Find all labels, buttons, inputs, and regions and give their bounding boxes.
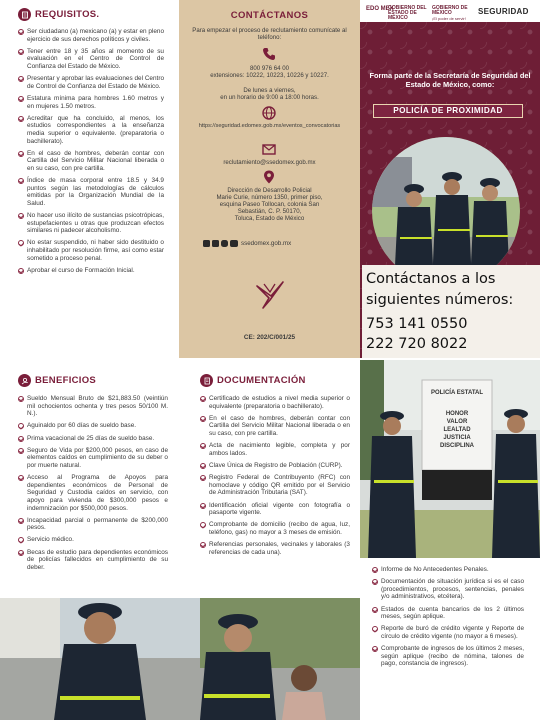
beneficio-item-text: Servicio médico. [27,536,74,544]
check-icon [18,151,24,157]
check-icon [200,443,206,449]
globe-icon [261,105,277,121]
requisito-item-text: En el caso de hombres, deberán contar con Cartilla del Servicio Militar Nacional liberada o en su caso, con pre cartilla. [27,149,164,172]
requisito-item [18,115,164,145]
requisito-item-text: Ser ciudadano (a) mexicano (a) y estar en pleno ejercicio de sus derechos políticos y civiles. [27,28,164,43]
requisito-item [18,239,164,262]
check-icon [18,475,24,481]
beneficio-item [18,447,168,470]
requisito-item-text: Índice de masa corporal entre 18.5 y 34.9 puntos según las metodologías de cálculos emitidas por la Organización Mundial de la Salud. [27,177,164,207]
requisito-item-text: Aprobar el curso de Formación Inicial. [27,266,135,274]
social-handle[interactable]: ssedomex.gob.mx [241,240,292,247]
bird-logo-icon [253,278,287,312]
check-icon [200,463,206,469]
requisitos-section [18,8,164,279]
requisito-item [18,75,164,90]
email-icon [261,141,277,157]
beneficio-item [18,395,168,418]
check-icon [18,423,24,429]
sign-value: LEALTAD [443,427,471,433]
youtube-icon[interactable] [230,240,238,247]
document-icon [200,374,213,387]
sign-value: HONOR [445,411,469,417]
sign-values [422,410,492,450]
requisitos-title: REQUISITOS. [35,9,100,20]
hand-coin-icon [18,374,31,387]
documentacion-continuation [372,566,524,673]
requisito-item-text: No hacer uso ilícito de sustancias psicotrópicas, estupefacientes u otras que produzcan efectos similares ni padecer alcoholismo. [27,212,164,235]
requisito-item-text: Presentar y aprobar las evaluaciones del Centro de Control de Confianza del Estado de México. [27,75,164,90]
sign-title: POLICÍA ESTATAL [430,390,484,396]
beneficio-item-text: Sueldo Mensual Bruto de $21,883.50 (veintiún mil ochocientos ochenta y tres pesos 50/100 M. N.). [27,395,168,418]
sign-value: JUSTICIA [443,435,471,441]
contact-address-title: Dirección de Desarrollo Policial [227,187,312,194]
callout-text: Contáctanos a los siguientes números: [366,271,514,308]
gobierno-estado-logo: GOBIERNO DEL ESTADO DE MÉXICO [388,5,427,22]
documentacion-section [200,374,350,561]
check-icon [200,396,206,402]
documento-item [200,474,350,497]
documento-item [372,606,524,621]
contact-callout [362,265,540,358]
contact-extensions: extensiones: 10222, 10223, 10226 y 10227. [210,72,329,79]
requisito-item [18,48,164,71]
check-icon [18,436,24,442]
check-icon [372,626,378,632]
documento-item-text: Referencias personales, vecinales y laborales (3 referencias de cada una). [209,541,350,556]
beneficios-heading [18,374,168,387]
beneficio-item-text: Incapacidad parcial o permanente de $200,000 pesos. [27,516,168,532]
x-icon[interactable] [212,240,219,247]
contact-hours-days: De lunes a viernes, [243,87,296,94]
documento-item [200,462,350,470]
government-logo-bar [360,0,540,22]
check-icon [200,416,206,422]
check-icon [372,646,378,652]
gobierno-mexico-logo: GOBIERNO DE MÉXICO [432,5,468,17]
beneficio-item [18,517,168,532]
officers-community-photo [0,598,360,720]
documento-item [200,502,350,517]
cover-forma-parte: Forma parte de la Secretaría de Seguridad del Estado de México, como: [369,71,531,89]
callout-phone-1[interactable]: 753 141 0550 [366,316,468,332]
location-pin-icon [261,169,277,185]
social-icons [203,240,238,247]
contact-web-link[interactable]: https://seguridad.edomex.gob.mx/eventos_convocatorias [198,123,341,129]
documento-item-text: Certificado de estudios a nivel media superior o equivalente (preparatoria o bachillerato). [209,395,350,410]
documento-item-text: Reporte de buró de crédito vigente y Reporte de círculo de crédito vigente (no mayor a 6 meses). [381,625,524,640]
documentacion-heading [200,374,350,387]
sign-value: VALOR [446,419,468,425]
check-icon [18,49,24,55]
requisito-item-text: Acreditar que ha concluido, al menos, los estudios correspondientes a la enseñanza media superior o equivalente. (preparatoria o bachillerato). [27,114,164,145]
contact-hours-time: en un horario de 9:00 a 18:00 horas. [220,94,319,101]
documento-item-text: Comprobante de domicilio (recibo de agua, luz, teléfono, gas) no mayor a 3 meses de emisión. [209,521,350,536]
documento-item [372,578,524,601]
requisito-item [18,28,164,43]
facebook-icon[interactable] [203,240,210,247]
documento-item-text: En el caso de hombres, deberán contar con Cartilla del Servicio Militar Nacional liberada o en su caso, con pre cartilla. [209,414,350,437]
documento-item [372,645,524,668]
requisito-item [18,150,164,173]
check-icon [18,116,24,122]
contact-phone[interactable]: 800 976 64 00 [250,65,289,72]
contact-address-line-4: Toluca, Estado de México [234,215,305,222]
check-icon [18,518,24,524]
beneficios-list [18,395,168,571]
requisito-item-text: Estatura mínima para hombres 1.60 metros y en mujeres 1.50 metros. [27,94,164,110]
beneficio-item-text: Prima vacacional de 25 días de sueldo base. [27,434,155,442]
requisito-item-text: Tener entre 18 y 35 años al momento de su evaluación en el Centro de Control de Confianza del Estado de México. [27,47,164,70]
documento-item-text: Documentación de situación jurídica si es el caso (procedimientos, procesos, sentencias, penales y/o administrativos, etcétera). [381,578,524,601]
contact-title: CONTÁCTANOS [230,10,309,21]
convocatoria-code: CE: 202/C/001/25 [243,334,296,341]
documento-item [200,395,350,410]
check-icon [200,542,206,548]
beneficio-item-text: Acceso al Programa de Apoyos para dependientes económicos de Personal de Seguridad y Custodia caídos en servicio, con apoyo para vivienda de $300,000 pesos e indemnización por $500,000 pesos. [27,474,168,512]
beneficios-title: BENEFICIOS [35,375,97,386]
check-icon [18,213,24,219]
beneficio-item-text: Becas de estudio para dependientes económicos de policías fallecidos en cumplimiento de su deber. [27,548,168,571]
beneficio-item [18,474,168,512]
beneficio-item [18,422,168,430]
check-icon [18,178,24,184]
documento-item-text: Clave Única de Registro de Población (CURP). [209,461,343,469]
check-icon [372,567,378,573]
requisito-item [18,177,164,207]
documento-item [372,625,524,640]
documentacion-title: DOCUMENTACIÓN [217,375,306,386]
check-icon [18,550,24,556]
check-icon [200,522,206,528]
documento-item-text: Comprobante de ingresos de los últimos 2 meses, según aplique (recibo de nómina, talones de pago, constancia de ingresos). [381,645,524,668]
documento-item [200,541,350,556]
documento-item-text: Estados de cuenta bancarios de los 2 últimos meses, según aplique. [381,605,524,621]
requisito-item [18,267,164,275]
check-icon [18,96,24,102]
checklist-icon [18,8,31,21]
beneficio-item-text: Seguro de Vida por $200,000 pesos, en caso de elementos caídos en cumplimiento de su deber o por muerte natural. [27,446,168,469]
requisito-item-text: No estar suspendido, ni haber sido destituido o inhabilitado por resolución firme, así como estar sometido a proceso penal. [27,239,164,262]
instagram-icon[interactable] [221,240,228,247]
documento-item [200,415,350,438]
check-icon [18,448,24,454]
documento-item-text: Identificación oficial vigente con fotografía o pasaporte vigente. [209,501,350,517]
check-icon [18,268,24,274]
documentacion-cont-list [372,566,524,668]
contact-address-line-1: Marie Curie, número 1350, primer piso, [216,194,323,201]
requisito-item [18,95,164,110]
contact-address-line-3: Sebastián, C. P. 50170, [237,208,302,215]
check-icon [200,475,206,481]
check-icon [18,76,24,82]
documento-item [200,521,350,536]
beneficio-item [18,549,168,572]
documento-item-text: Acta de nacimiento legible, completa y por ambos lados. [209,442,350,457]
contact-address-line-2: esquina Paseo Tollocan, colonia San [219,201,320,208]
documento-item-text: Informe de No Antecedentes Penales. [381,566,489,573]
sign-value: DISCIPLINA [439,443,474,449]
check-icon [18,29,24,35]
contact-panel [179,0,360,358]
policia-proximidad-badge: POLICÍA DE PROXIMIDAD [373,104,523,118]
requisitos-heading [18,8,164,21]
documento-item-text: Registro Federal de Contribuyento (RFC) con homoclave y código QR emitido por el Servicio de Administración Tributaria (SAT). [209,474,350,497]
seguridad-logo: SEGURIDAD [478,7,529,16]
documento-item [200,442,350,457]
police-sign-photo [360,360,540,558]
phone-icon [261,46,277,62]
callout-phone-2[interactable]: 222 720 8022 [366,336,468,352]
documento-item [372,566,524,574]
beneficio-item-text: Aguinaldo por 60 días de sueldo base. [27,422,137,430]
check-icon [18,537,24,543]
documentacion-list [200,395,350,556]
beneficio-item [18,536,168,544]
contact-intro: Para empezar el proceso de reclutamiento comunícate al teléfono: [192,27,347,42]
officers-photo [372,137,520,285]
requisitos-list [18,28,164,274]
edomex-logo: EDO MEX [366,6,394,12]
check-icon [18,396,24,402]
check-icon [372,579,378,585]
beneficio-item [18,435,168,443]
check-icon [18,240,24,246]
check-icon [372,607,378,613]
gobierno-mexico-tagline: ¡El poder de servir! [432,16,466,21]
beneficios-section [18,374,168,576]
check-icon [200,503,206,509]
contact-email[interactable]: reclutamiento@ssedomex.gob.mx [223,159,316,166]
requisito-item [18,212,164,235]
